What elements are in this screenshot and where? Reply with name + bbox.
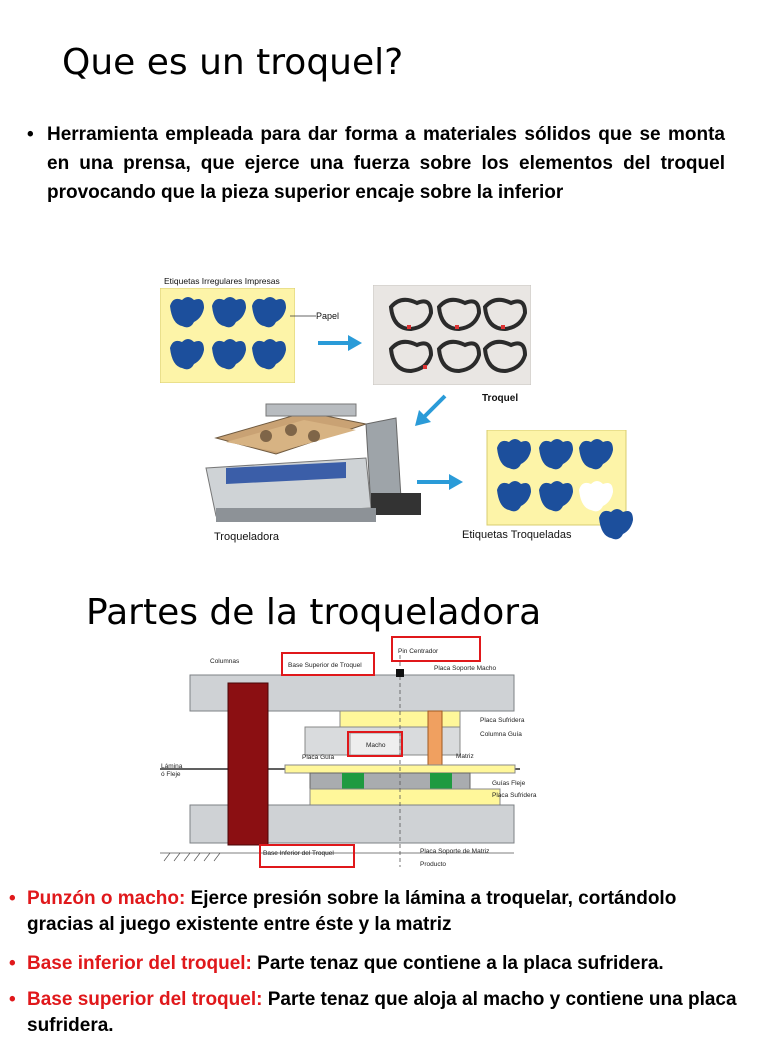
label-machine: Troqueladora bbox=[214, 531, 280, 543]
label-placa-guia: Placa Guía bbox=[302, 754, 335, 761]
label-placa-soporte-macho: Placa Soporte Macho bbox=[434, 665, 497, 672]
label-printed-labels: Etiquetas Irregulares Impresas bbox=[164, 276, 280, 286]
term-punzon: Punzón o macho: bbox=[27, 888, 186, 909]
label-lamina: Lámina bbox=[161, 763, 183, 770]
label-producto: Producto bbox=[420, 861, 447, 868]
arrow-right-icon bbox=[318, 333, 362, 353]
label-o-fleje: ó Fleje bbox=[161, 771, 181, 778]
label-macho: Macho bbox=[366, 742, 386, 749]
label-placa-sufridera-bottom: Placa Sufridera bbox=[492, 792, 537, 799]
text-base-superior: Parte tenaz que aloja al macho y contiene una placa sufridera. bbox=[27, 989, 737, 1036]
die-photo bbox=[373, 285, 531, 385]
definition-bullet: • Herramienta empleada para dar forma a materiales sólidos que se monta en una prensa, que ejerce una fuerza sobre los elementos del troquel provocando que la pieza superior encaje sobre la inferior bbox=[47, 120, 725, 207]
term-base-superior: Base superior del troquel: bbox=[27, 989, 263, 1010]
label-pin-centrador: Pin Centrador bbox=[398, 648, 439, 655]
label-paper: Papel bbox=[316, 311, 340, 321]
definition-base-inferior bbox=[27, 951, 757, 977]
label-columna-guia: Columna Guía bbox=[480, 731, 522, 738]
die-cutting-machine bbox=[196, 398, 424, 533]
label-cut-labels: Etiquetas Troqueladas bbox=[462, 529, 572, 541]
term-base-inferior: Base inferior del troquel: bbox=[27, 953, 252, 974]
label-base-superior: Base Superior de Troquel bbox=[288, 662, 362, 669]
label-columnas: Columnas bbox=[210, 658, 240, 665]
label-matriz: Matriz bbox=[456, 753, 474, 760]
definition-punzon bbox=[27, 886, 747, 938]
text-base-inferior: Parte tenaz que contiene a la placa sufridera. bbox=[257, 953, 664, 974]
label-placa-sufridera-top: Placa Sufridera bbox=[480, 717, 525, 724]
label-die: Troquel bbox=[482, 393, 519, 404]
slide-title-troquel: Que es un troquel? bbox=[62, 42, 404, 83]
printed-labels-sheet bbox=[160, 288, 295, 383]
label-base-inferior: Base Inferior del Troquel bbox=[263, 850, 334, 857]
slide-title-partes: Partes de la troqueladora bbox=[86, 592, 542, 633]
label-placa-soporte-matriz: Placa Soporte de Matriz bbox=[420, 848, 490, 855]
arrow-right-icon bbox=[417, 472, 465, 492]
label-guias-fleje: Guías Fleje bbox=[492, 780, 526, 787]
definition-base-superior bbox=[27, 987, 747, 1039]
text-punzon: Ejerce presión sobre la lámina a troquelar, cortándolo gracias al juego existente entre éste y la matriz bbox=[27, 888, 677, 935]
